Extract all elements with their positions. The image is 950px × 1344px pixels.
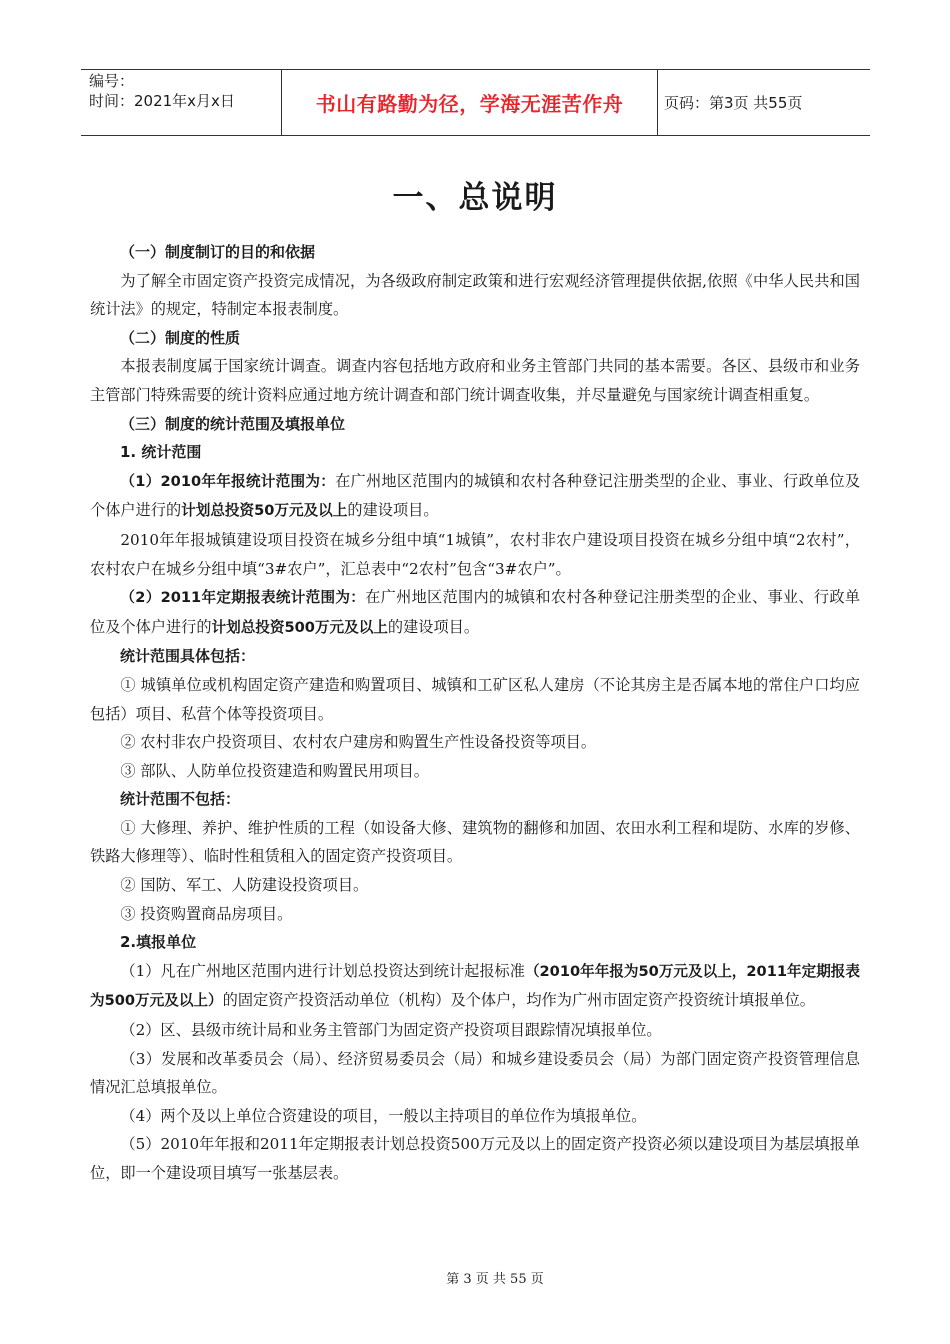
header-motto: 书山有路勤为径，学海无涯苦作舟 [282, 70, 658, 135]
paragraph [90, 957, 860, 1016]
paragraph [90, 467, 860, 526]
list-heading-includes: 统计范围具体包括： [120, 647, 256, 666]
text: 在广州地区范围内的城镇和农村各种登记注册类型的企业、事业、行政单位及个体户进行的 [90, 588, 861, 636]
list-item: ② 国防、军工、人防建设投资项目。 [120, 876, 369, 895]
section-heading-1: （一）制度制订的目的和依据 [120, 243, 316, 261]
text: （1）凡在广州地区范围内进行计划总投资达到统计起报标准 [120, 961, 525, 980]
text: 的建设项目。 [387, 617, 480, 636]
bold-text: 计划总投资50万元及以上 [181, 502, 348, 520]
paragraph [90, 583, 860, 642]
paragraph: 2010年年报城镇建设项目投资在城乡分组中填“1城镇”，农村非农户建设项目投资在城乡分组中填“2农村”，农村农户在城乡分组中填“3#农户”，汇总表中“2农村”包含“3#农户”。 [90, 530, 860, 578]
list-item: ② 农村非农户投资项目、农村农户建房和购置生产性设备投资等项目。 [120, 733, 597, 752]
document-number-label: 编号： [89, 72, 135, 90]
list-item: ③ 部队、人防单位投资建造和购置民用项目。 [120, 761, 429, 780]
page-footer: 第 3 页 共 55 页 [446, 1272, 544, 1287]
text: 在广州地区范围内的城镇和农村各种登记注册类型的企业、事业、行政单位及个体户进行的 [90, 471, 861, 520]
document-body [90, 238, 860, 1188]
list-heading-excludes: 统计范围不包括： [120, 790, 241, 809]
paragraph: （2）区、县级市统计局和业务主管部门为固定资产投资项目跟踪情况填报单位。 [120, 1021, 662, 1040]
header-page-info: 页码：第3页 共55页 [664, 94, 803, 112]
paragraph: （5）2010年年报和2011年定期报表计划总投资500万元及以上的固定资产投资必须以建设项目为基层填报单位，即一个建设项目填写一张基层表。 [90, 1135, 860, 1182]
list-item: ③ 投资购置商品房项目。 [120, 904, 293, 923]
bold-text: （2010年年报为50万元及以上，2011年定期报表为500万元及以上） [90, 962, 860, 1010]
text: 的固定资产投资活动单位（机构）及个体户，均作为广州市固定资产投资统计填报单位。 [222, 991, 815, 1010]
subsection-heading-units: 2.填报单位 [120, 933, 197, 952]
bold-text: 计划总投资500万元及以上 [211, 618, 388, 636]
list-item: ① 大修理、养护、维护性质的工程（如设备大修、建筑物的翻修和加固、农田水利工程和堤防、水库的岁修、铁路大修理等）、临时性租赁租入的固定资产投资项目。 [90, 818, 860, 866]
bold-text: （2）2011年定期报表统计范围为： [120, 589, 366, 607]
document-time-label: 时间：2021年x月x日 [89, 92, 235, 110]
paragraph: （3）发展和改革委员会（局）、经济贸易委员会（局）和城乡建设委员会（局）为部门固定资产投资管理信息情况汇总填报单位。 [90, 1049, 860, 1097]
text: 的建设项目。 [347, 501, 439, 520]
bold-text: （1）2010年年报统计范围为： [120, 472, 336, 490]
paragraph: （4）两个及以上单位合资建设的项目，一般以主持项目的单位作为填报单位。 [120, 1106, 647, 1125]
list-item: ① 城镇单位或机构固定资产建造和购置项目、城镇和工矿区私人建房（不论其房主是否属本地的常住户口均应包括）项目、私营个体等投资项目。 [90, 675, 860, 723]
subsection-heading-scope: 1. 统计范围 [120, 443, 202, 462]
page-header [81, 69, 870, 136]
page-title: 一、总说明 [392, 180, 558, 216]
header-meta-cell [81, 70, 282, 135]
section-heading-2: （二）制度的性质 [120, 328, 241, 347]
paragraph: 本报表制度属于国家统计调查。调查内容包括地方政府和业务主管部门共同的基本需要。各区、县级市和业务主管部门特殊需要的统计资料应通过地方统计调查和部门统计调查收集，并尽量避免与国家统计调查相重复。 [90, 357, 860, 404]
paragraph: 为了解全市固定资产投资完成情况，为各级政府制定政策和进行宏观经济管理提供依据,依照《中华人民共和国统计法》的规定，特制定本报表制度。 [90, 271, 860, 319]
section-heading-3: （三）制度的统计范围及填报单位 [120, 414, 346, 433]
